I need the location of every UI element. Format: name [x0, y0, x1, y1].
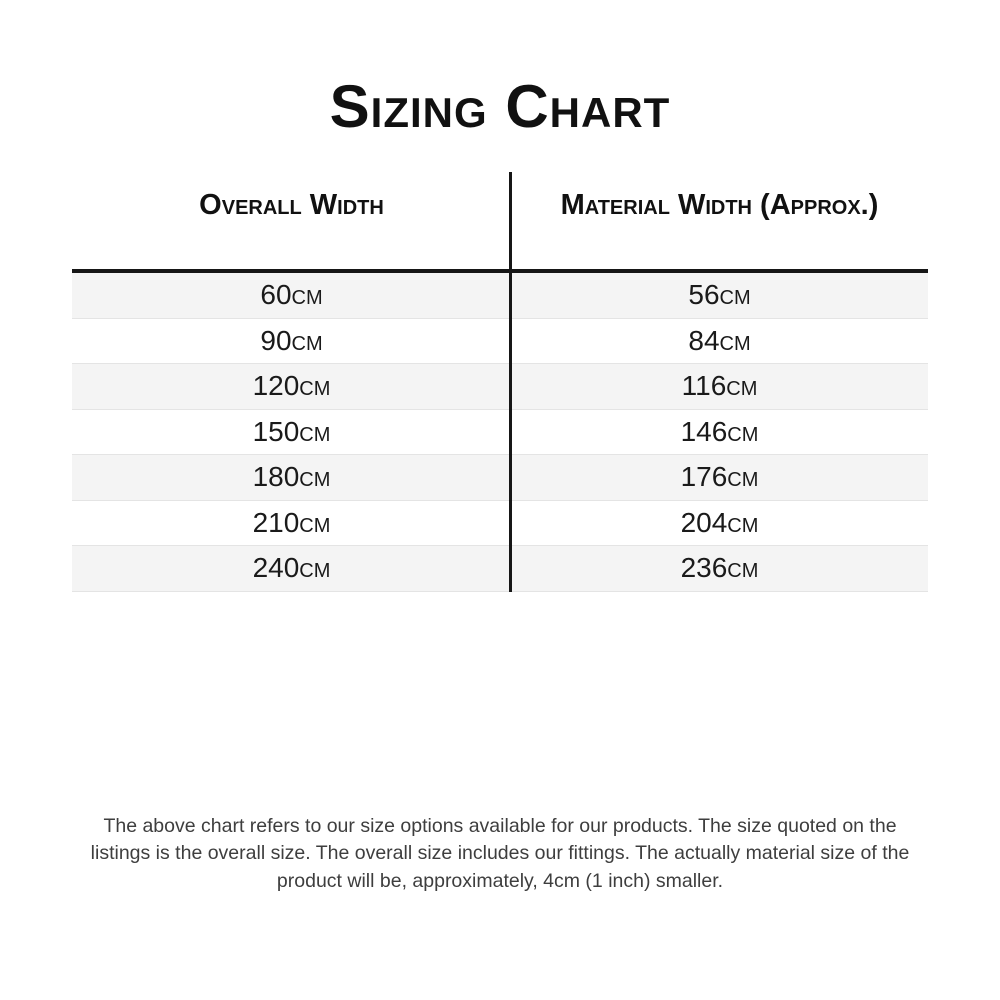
column-header-material-width: Material Width (Approx.): [560, 189, 879, 221]
column-header-overall-width: Overall Width: [199, 189, 384, 221]
cell-material-width: 146cm: [680, 415, 759, 447]
table-row: [72, 410, 928, 456]
cell-material-width: 116cm: [681, 370, 758, 401]
page-title: Sizing Chart: [329, 73, 671, 140]
cell-material-width: 236cm: [680, 552, 759, 583]
cell-overall-width: 240cm: [252, 552, 331, 583]
cell-overall-width: 120cm: [252, 370, 331, 401]
cell-material-width: 204cm: [680, 506, 759, 538]
cell-overall-width: 60cm: [260, 279, 323, 310]
table-row: [72, 546, 928, 592]
cell-material-width: 176cm: [680, 461, 759, 492]
table-body: [72, 269, 928, 592]
footnote-text: The above chart refers to our size options available for our products. The size quoted on the listings is the overall size. The overall size includes our fittings. The actually material size of the product will be, approximately, 4cm (1 inch) smaller.: [90, 814, 910, 892]
table-row: [72, 364, 928, 410]
table-row: [72, 501, 928, 547]
table-row: [72, 319, 928, 365]
cell-overall-width: 180cm: [252, 461, 331, 492]
cell-overall-width: 90cm: [260, 324, 323, 356]
cell-material-width: 84cm: [688, 324, 751, 356]
cell-material-width: 56cm: [688, 279, 751, 310]
table-row: [72, 273, 928, 319]
table-row: [72, 455, 928, 501]
column-divider-line: [509, 172, 512, 592]
cell-overall-width: 150cm: [252, 415, 331, 447]
table-header-row: [72, 172, 928, 269]
cell-overall-width: 210cm: [252, 506, 331, 538]
sizing-table: [72, 172, 928, 592]
